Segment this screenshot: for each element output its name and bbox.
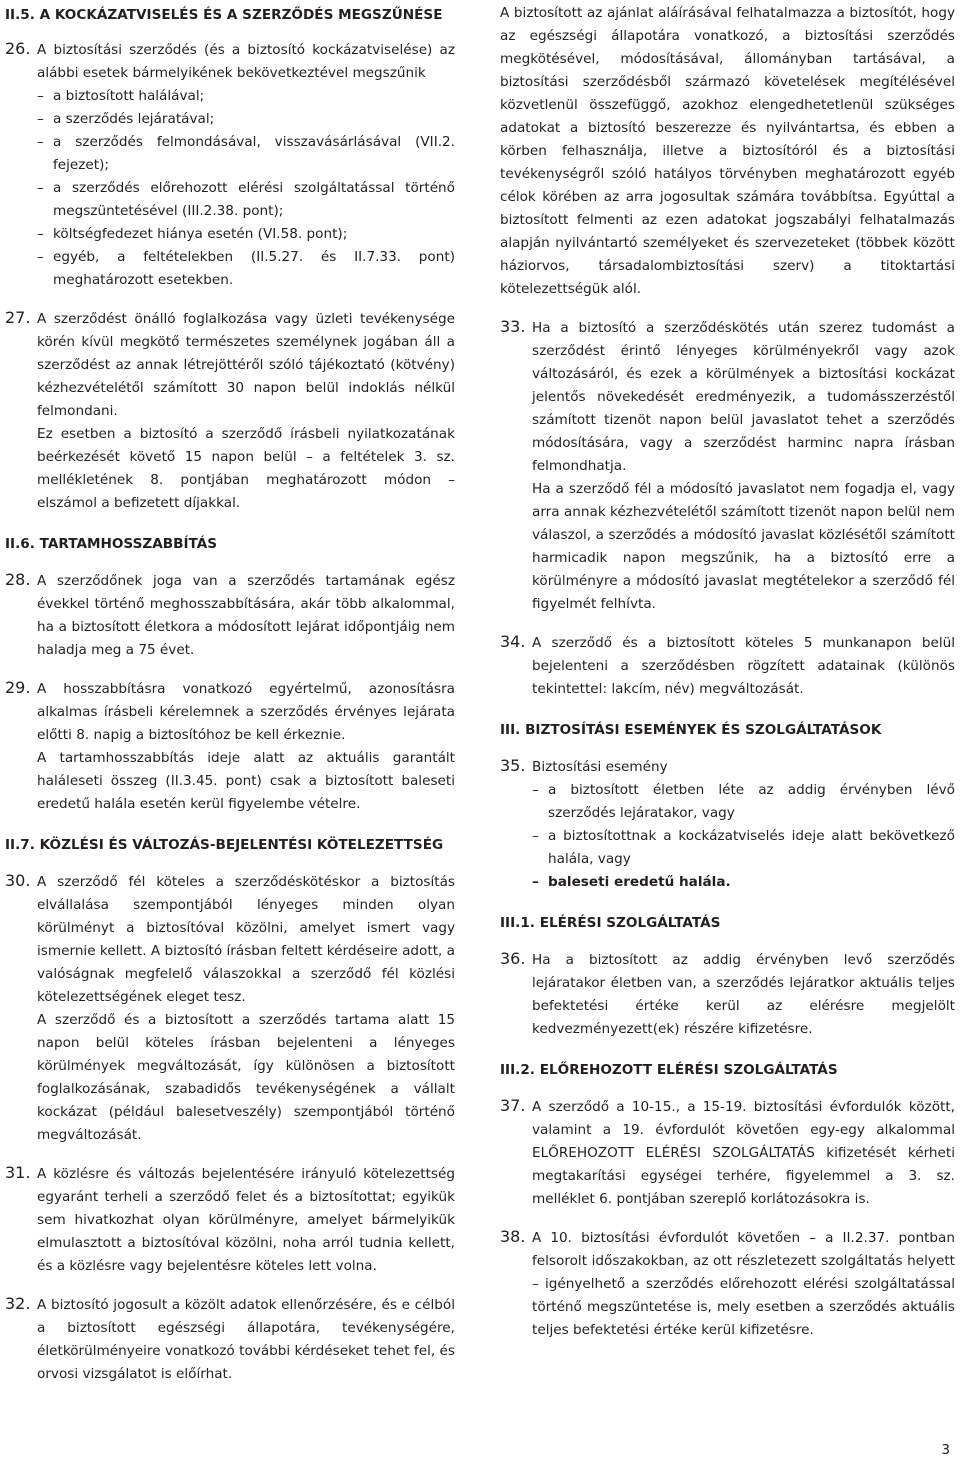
paragraph-number: 34. bbox=[500, 632, 526, 651]
list-item: – a szerződés előrehozott elérési szolgáltatással történő megszüntetésével (III.2.38. pont); bbox=[37, 177, 455, 223]
paragraph-number: 35. bbox=[500, 756, 526, 775]
paragraph-text: A szerződő és a biztosított a szerződés tartama alatt 15 napon belül köteles írásban bejelenteni a lényeges körülmények megváltozását, így különösen a biztosított foglalkozásának, szabadidős tevékenységének a vállalt kockázat (például balesetveszély) szempontjából történő megváltozását. bbox=[37, 1012, 455, 1143]
list-item: – a szerződés felmondásával, visszavásárlásával (VII.2. fejezet); bbox=[37, 131, 455, 177]
section-title-ii5: II.5. A KOCKÁZATVISELÉS ÉS A SZERZŐDÉS MEGSZŰNÉSE bbox=[5, 7, 443, 23]
paragraph-text: A szerződő és a biztosított köteles 5 munkanapon belül bejelenteni a szerződésben rögzített adatainak (különös tekintettel: lakcím, név) megváltozását. bbox=[532, 635, 955, 697]
left-column bbox=[5, 0, 455, 1386]
paragraph-number: 32. bbox=[5, 1294, 31, 1313]
page-number: 3 bbox=[941, 1442, 950, 1458]
paragraph-number: 37. bbox=[500, 1096, 526, 1115]
paragraph-32 bbox=[5, 1294, 455, 1386]
section-title-ii6: II.6. TARTAMHOSSZABBÍTÁS bbox=[5, 536, 218, 552]
section-title-iii: III. BIZTOSÍTÁSI ESEMÉNYEK ÉS SZOLGÁLTATÁSOK bbox=[500, 722, 882, 738]
paragraph-text: A szerződőnek joga van a szerződés tartamának egész évekkel történő meghosszabbítására, akár több alkalommal, ha a biztosított életkora a módosított lejárat időpontjáig nem haladja meg a 75 évet. bbox=[37, 573, 455, 658]
paragraph-26 bbox=[5, 39, 455, 292]
list-item: – költségfedezet hiánya esetén (VI.58. pont); bbox=[37, 223, 455, 246]
list-item: – a szerződés lejáratával; bbox=[37, 108, 455, 131]
paragraph-38 bbox=[500, 1227, 955, 1342]
paragraph-text: Ez esetben a biztosító a szerződő írásbeli nyilatkozatának beérkezését követő 15 napon belül – a feltételek 3. sz. mellékletének 8. pontjában meghatározott módon – elszámol a befizetett díjakkal. bbox=[37, 426, 455, 511]
section-title-iii2: III.2. ELŐREHOZOTT ELÉRÉSI SZOLGÁLTATÁS bbox=[500, 1062, 838, 1078]
list-item: – a biztosított életben léte az addig érvényben lévő szerződés lejáratakor, vagy bbox=[532, 779, 955, 825]
paragraph-text: Biztosítási esemény bbox=[532, 759, 668, 775]
paragraph-text: Ha a biztosított az addig érvényben levő szerződés lejáratakor életben van, a szerződés lejáratkor aktuális teljes befektetési értéke kerül az elérésre megjelölt kedvezményezett(ek) részére kifizetésre. bbox=[532, 952, 955, 1037]
paragraph-35 bbox=[500, 756, 955, 894]
paragraph-number: 36. bbox=[500, 949, 526, 968]
list-item: – a biztosítottnak a kockázatviselés ideje alatt bekövetkező halála, vagy bbox=[532, 825, 955, 871]
paragraph-text: A biztosító jogosult a közölt adatok ellenőrzésére, és e célból a biztosított egészségi állapotára, tevékenységére, életkörülményeire vonatkozó további kérdéseket tehet fel, és orvosi vizsgálatot is előírhat. bbox=[37, 1297, 455, 1382]
paragraph-text: A hosszabbításra vonatkozó egyértelmű, azonosításra alkalmas írásbeli kérelemnek a szerződés érvényes lejárata előtti 8. napig a biztosítóhoz be kell érkeznie. bbox=[37, 681, 455, 743]
paragraph-32-continuation: A biztosított az ajánlat aláírásával felhatalmazza a biztosítót, hogy az egészségi állapotára vonatkozó, a biztosítási szerződés megkötésével, módosításával, állományban tartásával, a biztosítási szerződésből származó követelések megítélésével közvetlenül összefüggő, azokhoz elengedhetetlenül szükséges adatokat a biztosító beszerezze és nyilvántartsa, és ebben a körben felhasználja, illetve a biztosítóról és a biztosítási tevékenységről szóló hatályos törvényben meghatározott egyéb célok körében az arra jogosultak számára továbbítsa. Egyúttal a biztosított felmenti az ezen adatokat jogszabályi felhatalmazás alapján nyilvántartó személyeket és szervezeteket (többek között háziorvos, társadalombiztosítási szerv) a titoktartási kötelezettségük alól. bbox=[500, 5, 955, 297]
section-title-ii7: II.7. KÖZLÉSI ÉS VÁLTOZÁS-BEJELENTÉSI KÖTELEZETTSÉG bbox=[5, 837, 444, 853]
paragraph-33 bbox=[500, 317, 955, 616]
paragraph-number: 31. bbox=[5, 1163, 31, 1182]
paragraph-37 bbox=[500, 1096, 955, 1211]
paragraph-number: 29. bbox=[5, 678, 31, 697]
list-item: – baleseti eredetű halála. bbox=[532, 871, 955, 894]
paragraph-text: A 10. biztosítási évfordulót követően – a II.2.37. pontban felsorolt időszakokban, az ott részletezett szolgáltatás helyett – igényelhető a szerződés előrehozott elérési szolgáltatással történő megszüntetése is, mely esetben a szerződés aktuális teljes befektetési értéke kerül kifizetésre. bbox=[532, 1230, 955, 1338]
paragraph-text: A biztosítási szerződés (és a biztosító kockázatviselése) az alábbi esetek bármelyikének bekövetkeztével megszűnik bbox=[37, 42, 455, 81]
paragraph-28 bbox=[5, 570, 455, 662]
paragraph-34 bbox=[500, 632, 955, 701]
paragraph-29 bbox=[5, 678, 455, 816]
paragraph-text: A szerződő fél köteles a szerződéskötéskor a biztosítás elvállalása szempontjából lényeges minden olyan körülményt a biztosítóval közölni, amelyet ismert vagy ismernie kellett. A biztosító írásban feltett kérdéseire adott, a valóságnak megfelelő válaszokkal a szerződő fél közlési kötelezettségének eleget tesz. bbox=[37, 874, 455, 1005]
paragraph-number: 27. bbox=[5, 308, 31, 327]
section-title-iii1: III.1. ELÉRÉSI SZOLGÁLTATÁS bbox=[500, 915, 721, 931]
paragraph-text: Ha a szerződő fél a módosító javaslatot nem fogadja el, vagy arra annak kézhezvételétől számított tizenöt napon belül nem válaszol, a szerződés a módosító javaslat közlésétől számított harmicadik napon megszűnik, ha a biztosító erre a körülményre a módosító javaslat megtételekor a szerződő fél figyelmét felhívta. bbox=[532, 481, 955, 612]
paragraph-text: Ha a biztosító a szerződéskötés után szerez tudomást a szerződést érintő lényeges körülményekről vagy azok változásáról, és ezek a körülmények a biztosítási kockázat jelentős növekedését eredményezik, a tudomásszerzéstől számított tizenöt napon belül javaslatot tehet a szerződés módosítására, vagy a szerződést harminc napra írásban felmondhatja. bbox=[532, 320, 955, 474]
paragraph-number: 26. bbox=[5, 39, 31, 58]
paragraph-text: A közlésre és változás bejelentésére irányuló kötelezettség egyaránt terheli a szerződő felet és a biztosítottat; egyikük sem hivatkozhat olyan körülményre, amelyet bármelyikük elmulasztott a biztosítóval közölni, noha arról tudnia kellett, és a közlésre vagy bejelentésre köteles lett volna. bbox=[37, 1166, 455, 1274]
paragraph-36 bbox=[500, 949, 955, 1041]
list-item: – a biztosított halálával; bbox=[37, 85, 455, 108]
paragraph-text: A szerződő a 10-15., a 15-19. biztosítási évfordulók között, valamint a 19. évfordulót követően egy-egy alkalommal ELŐREHOZOTT ELÉRÉSI SZOLGÁLTATÁS kifizetését kérheti megtakarítási egységei terhére, figyelemmel a 3. sz. melléklet 6. pontjában szereplő korlátozásokra is. bbox=[532, 1099, 955, 1207]
paragraph-text: A tartamhosszabbítás ideje alatt az aktuális garantált haláleseti összeg (II.3.45. pont) csak a biztosított baleseti eredetű halála esetén kerül figyelembe vételre. bbox=[37, 750, 455, 812]
paragraph-number: 33. bbox=[500, 317, 526, 336]
paragraph-30 bbox=[5, 871, 455, 1147]
paragraph-number: 30. bbox=[5, 871, 31, 890]
paragraph-31 bbox=[5, 1163, 455, 1278]
paragraph-27 bbox=[5, 308, 455, 515]
paragraph-text: A szerződést önálló foglalkozása vagy üzleti tevékenysége körén kívül megkötő természetes személynek jogában áll a szerződést az annak létrejöttéről szóló tájékoztató (kötvény) kézhezvételétől számított 30 napon belül indoklás nélkül felmondani. bbox=[37, 311, 455, 419]
right-column bbox=[500, 0, 955, 1342]
paragraph-number: 38. bbox=[500, 1227, 526, 1246]
list-item: – egyéb, a feltételekben (II.5.27. és II.7.33. pont) meghatározott esetekben. bbox=[37, 246, 455, 292]
paragraph-number: 28. bbox=[5, 570, 31, 589]
